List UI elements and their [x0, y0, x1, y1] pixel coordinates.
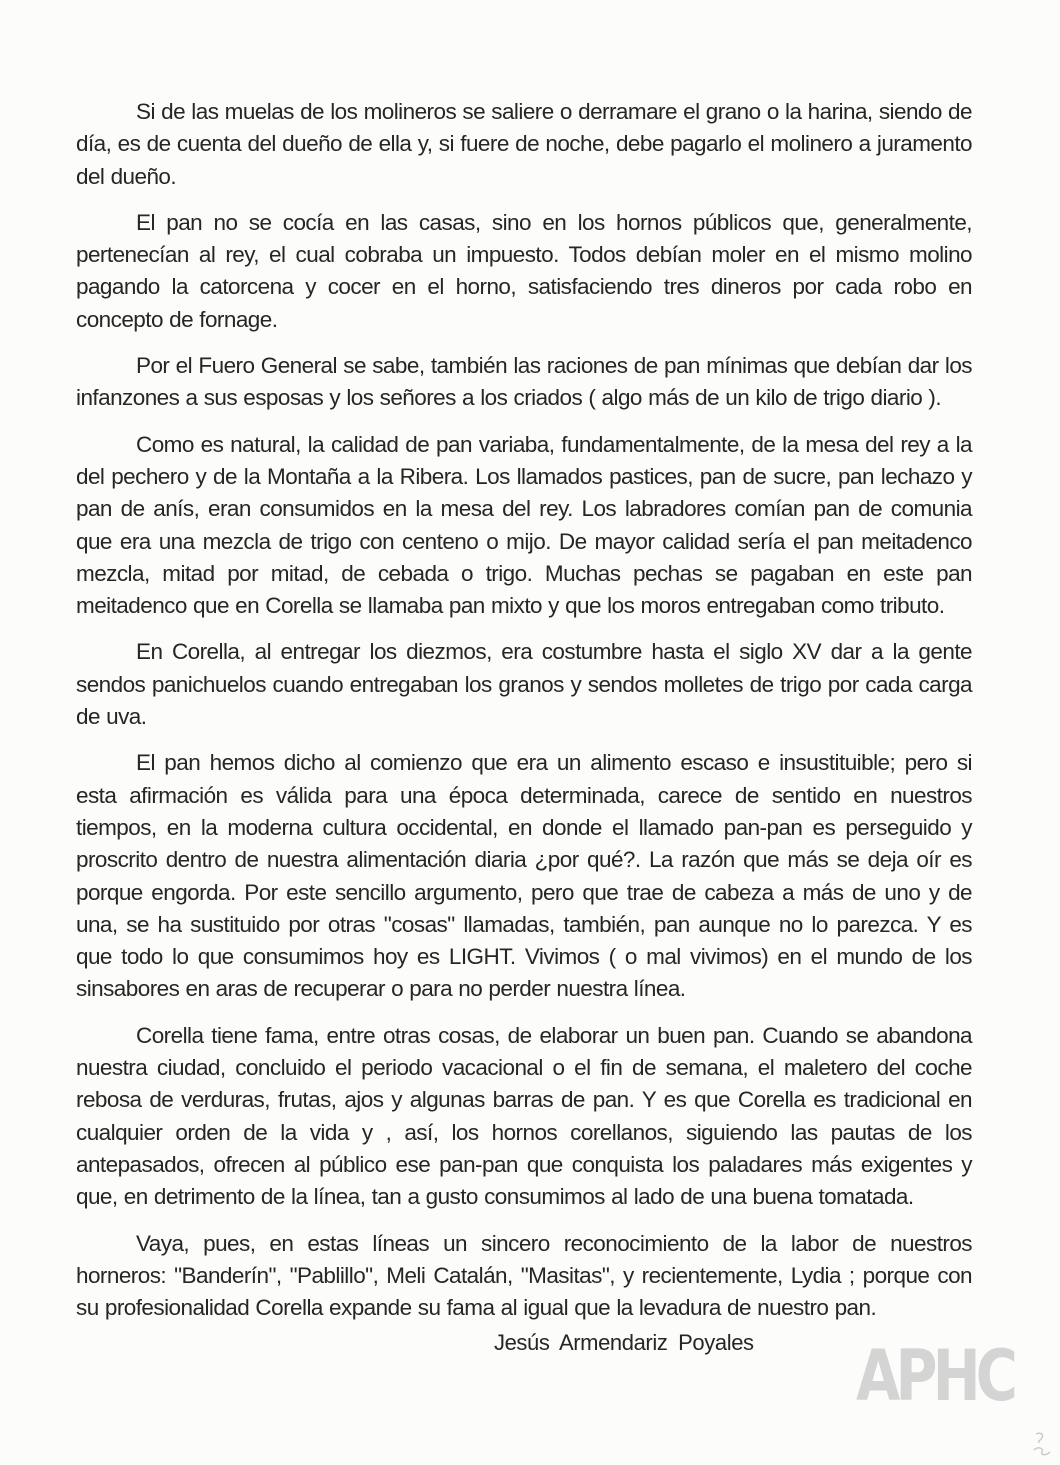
aphc-watermark-logo: APHC	[856, 1335, 1013, 1417]
handwritten-page-number-mark	[1030, 1430, 1054, 1458]
paragraph-1: Si de las muelas de los molineros se saliere o derramare el grano o la harina, siendo de día, es de cuenta del dueño de ella y, si fuere de noche, debe pagarlo el molinero a juramento del dueño.	[76, 99, 972, 189]
author-signature: Jesús Armendariz Poyales	[494, 1330, 754, 1355]
paragraph-7: Corella tiene fama, entre otras cosas, de elaborar un buen pan. Cuando se abandona nuestra ciudad, concluido el periodo vacacional o el fin de semana, el maletero del coche rebosa de verduras, frutas, ajos y algunas barras de pan. Y es que Corella es tradicional en cualquier orden de la vida y , así, los hornos corellanos, siguiendo las pautas de los antepasados, ofrecen al público ese pan-pan que conquista los paladares más exigentes y que, en detrimento de la línea, tan a gusto consumimos al lado de una buena tomatada.	[76, 1022, 972, 1210]
paragraph-2: El pan no se cocía en las casas, sino en los hornos públicos que, generalmente, pertenecían al rey, el cual cobraba un impuesto. Todos debían moler en el mismo molino pagando la catorcena y cocer en el horno, satisfaciendo tres dineros por cada robo en concepto de fornage.	[76, 209, 972, 332]
paragraph-6: El pan hemos dicho al comienzo que era un alimento escaso e insustituible; pero si esta afirmación es válida para una época determinada, carece de sentido en nuestros tiempos, en la moderna cultura occidental, en donde el llamado pan-pan es perseguido y proscrito dentro de nuestra alimentación diaria ¿por qué?. La razón que más se deja oír es porque engorda. Por este sencillo argumento, pero que trae de cabeza a más de uno y de una, se ha sustituido por otras "cosas" llamadas, también, pan aunque no lo parezca. Y es que todo lo que consumimos hoy es LIGHT. Vivimos ( o mal vivimos) en el mundo de los sinsabores en aras de recuperar o para no perder nuestra línea.	[76, 750, 972, 1002]
article-body	[76, 96, 972, 1338]
paragraph-8: Vaya, pues, en estas líneas un sincero reconocimiento de la labor de nuestros horneros: "Banderín", "Pablillo", Meli Catalán, "Masitas", y recientemente, Lydia ; porque con su profesionalidad Corella expande su fama al igual que la levadura de nuestro pan.	[76, 1230, 972, 1321]
paragraph-4: Como es natural, la calidad de pan variaba, fundamentalmente, de la mesa del rey a la del pechero y de la Montaña a la Ribera. Los llamados pastices, pan de sucre, pan lechazo y pan de anís, eran consumidos en la mesa del rey. Los labradores comían pan de comunia que era una mezcla de trigo con centeno o mijo. De mayor calidad sería el pan meitadenco mezcla, mitad por mitad, de cebada o trigo. Muchas pechas se pagaban en este pan meitadenco que en Corella se llamaba pan mixto y que los moros entregaban como tributo.	[76, 431, 972, 619]
paragraph-3: Por el Fuero General se sabe, también las raciones de pan mínimas que debían dar los infanzones a sus esposas y los señores a los criados ( algo más de un kilo de trigo diario ).	[76, 353, 972, 411]
paragraph-5: En Corella, al entregar los diezmos, era costumbre hasta el siglo XV dar a la gente sendos panichuelos cuando entregaban los granos y sendos molletes de trigo por cada carga de uva.	[76, 639, 972, 730]
